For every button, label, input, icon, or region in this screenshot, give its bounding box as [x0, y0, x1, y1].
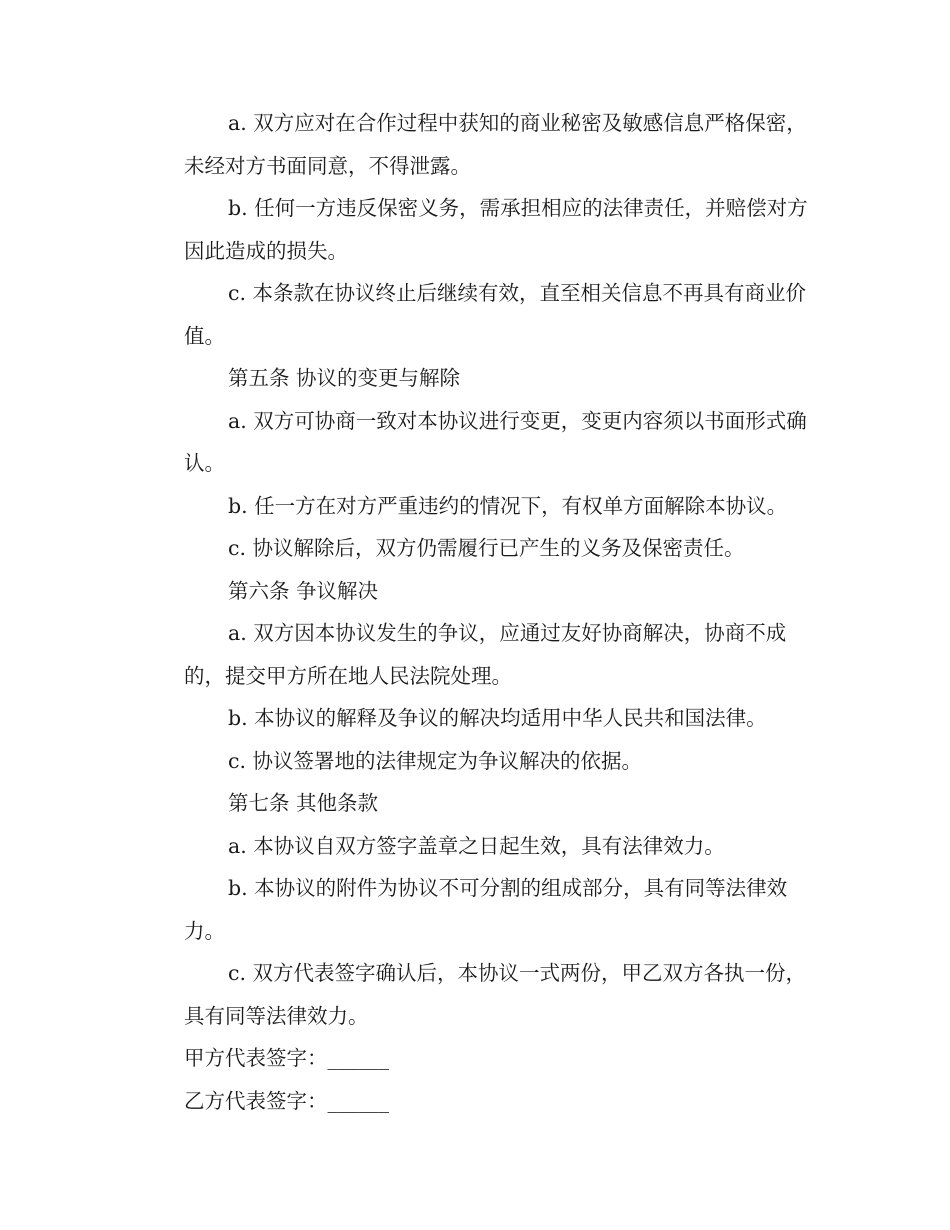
text-line: a. 双方因本协议发生的争议，应通过友好协商解决，协商不成 [228, 621, 787, 645]
clause-5-heading [140, 357, 808, 400]
section-heading: 第五条 协议的变更与解除 [228, 366, 461, 390]
text-line: 认。 [184, 451, 225, 475]
clause-7-item-a [140, 825, 808, 868]
party-a-signature-line: 甲方代表签字：______ [184, 1046, 389, 1070]
text-line: a. 双方应对在合作过程中获知的商业秘密及敏感信息严格保密， [228, 111, 807, 135]
text-line: 具有同等法律效力。 [184, 1003, 369, 1028]
text-line: a. 双方可协商一致对本协议进行变更，变更内容须以书面形式确 [228, 408, 807, 433]
text-line: 因此造成的损失。 [184, 238, 348, 263]
text-line: 未经对方书面同意，不得泄露。 [184, 153, 471, 178]
text-line: b. 本协议的解释及争议的解决均适用中华人民共和国法律。 [228, 706, 767, 730]
clause-5-item-a [140, 400, 808, 485]
clause-7-heading [140, 782, 808, 825]
clause-4-item-c [140, 272, 808, 357]
text-line: 力。 [184, 918, 225, 943]
clause-5-item-b [140, 485, 808, 528]
text-line: c. 双方代表签字确认后，本协议一式两份，甲乙双方各执一份， [228, 961, 807, 985]
section-heading: 第七条 其他条款 [228, 791, 379, 815]
text-line: c. 协议解除后，双方仍需履行已产生的义务及保密责任。 [228, 536, 745, 560]
clause-5-item-c [140, 527, 808, 570]
clause-4-item-b [140, 187, 808, 272]
text-line: b. 本协议的附件为协议不可分割的组成部分，具有同等法律效 [228, 876, 788, 900]
clause-6-heading [140, 570, 808, 613]
text-line: a. 本协议自双方签字盖章之日起生效，具有法律效力。 [228, 833, 725, 858]
document-body [140, 102, 808, 1122]
text-line: b. 任何一方违反保密义务，需承担相应的法律责任，并赔偿对方 [228, 196, 808, 220]
party-b-signature-line: 乙方代表签字：______ [184, 1088, 389, 1113]
text-line: 的，提交甲方所在地人民法院处理。 [184, 663, 512, 688]
text-line: b. 任一方在对方严重违约的情况下，有权单方面解除本协议。 [228, 493, 788, 518]
section-heading: 第六条 争议解决 [228, 578, 379, 603]
clause-7-item-c [140, 952, 808, 1037]
clause-6-item-b [140, 697, 808, 740]
text-line: c. 本条款在协议终止后继续有效，直至相关信息不再具有商业价 [228, 281, 807, 305]
clause-4-item-a [140, 102, 808, 187]
clause-6-item-c [140, 740, 808, 783]
clause-7-item-b [140, 867, 808, 952]
clause-6-item-a [140, 612, 808, 697]
text-line: c. 协议签署地的法律规定为争议解决的依据。 [228, 748, 643, 773]
text-line: 值。 [184, 323, 225, 348]
